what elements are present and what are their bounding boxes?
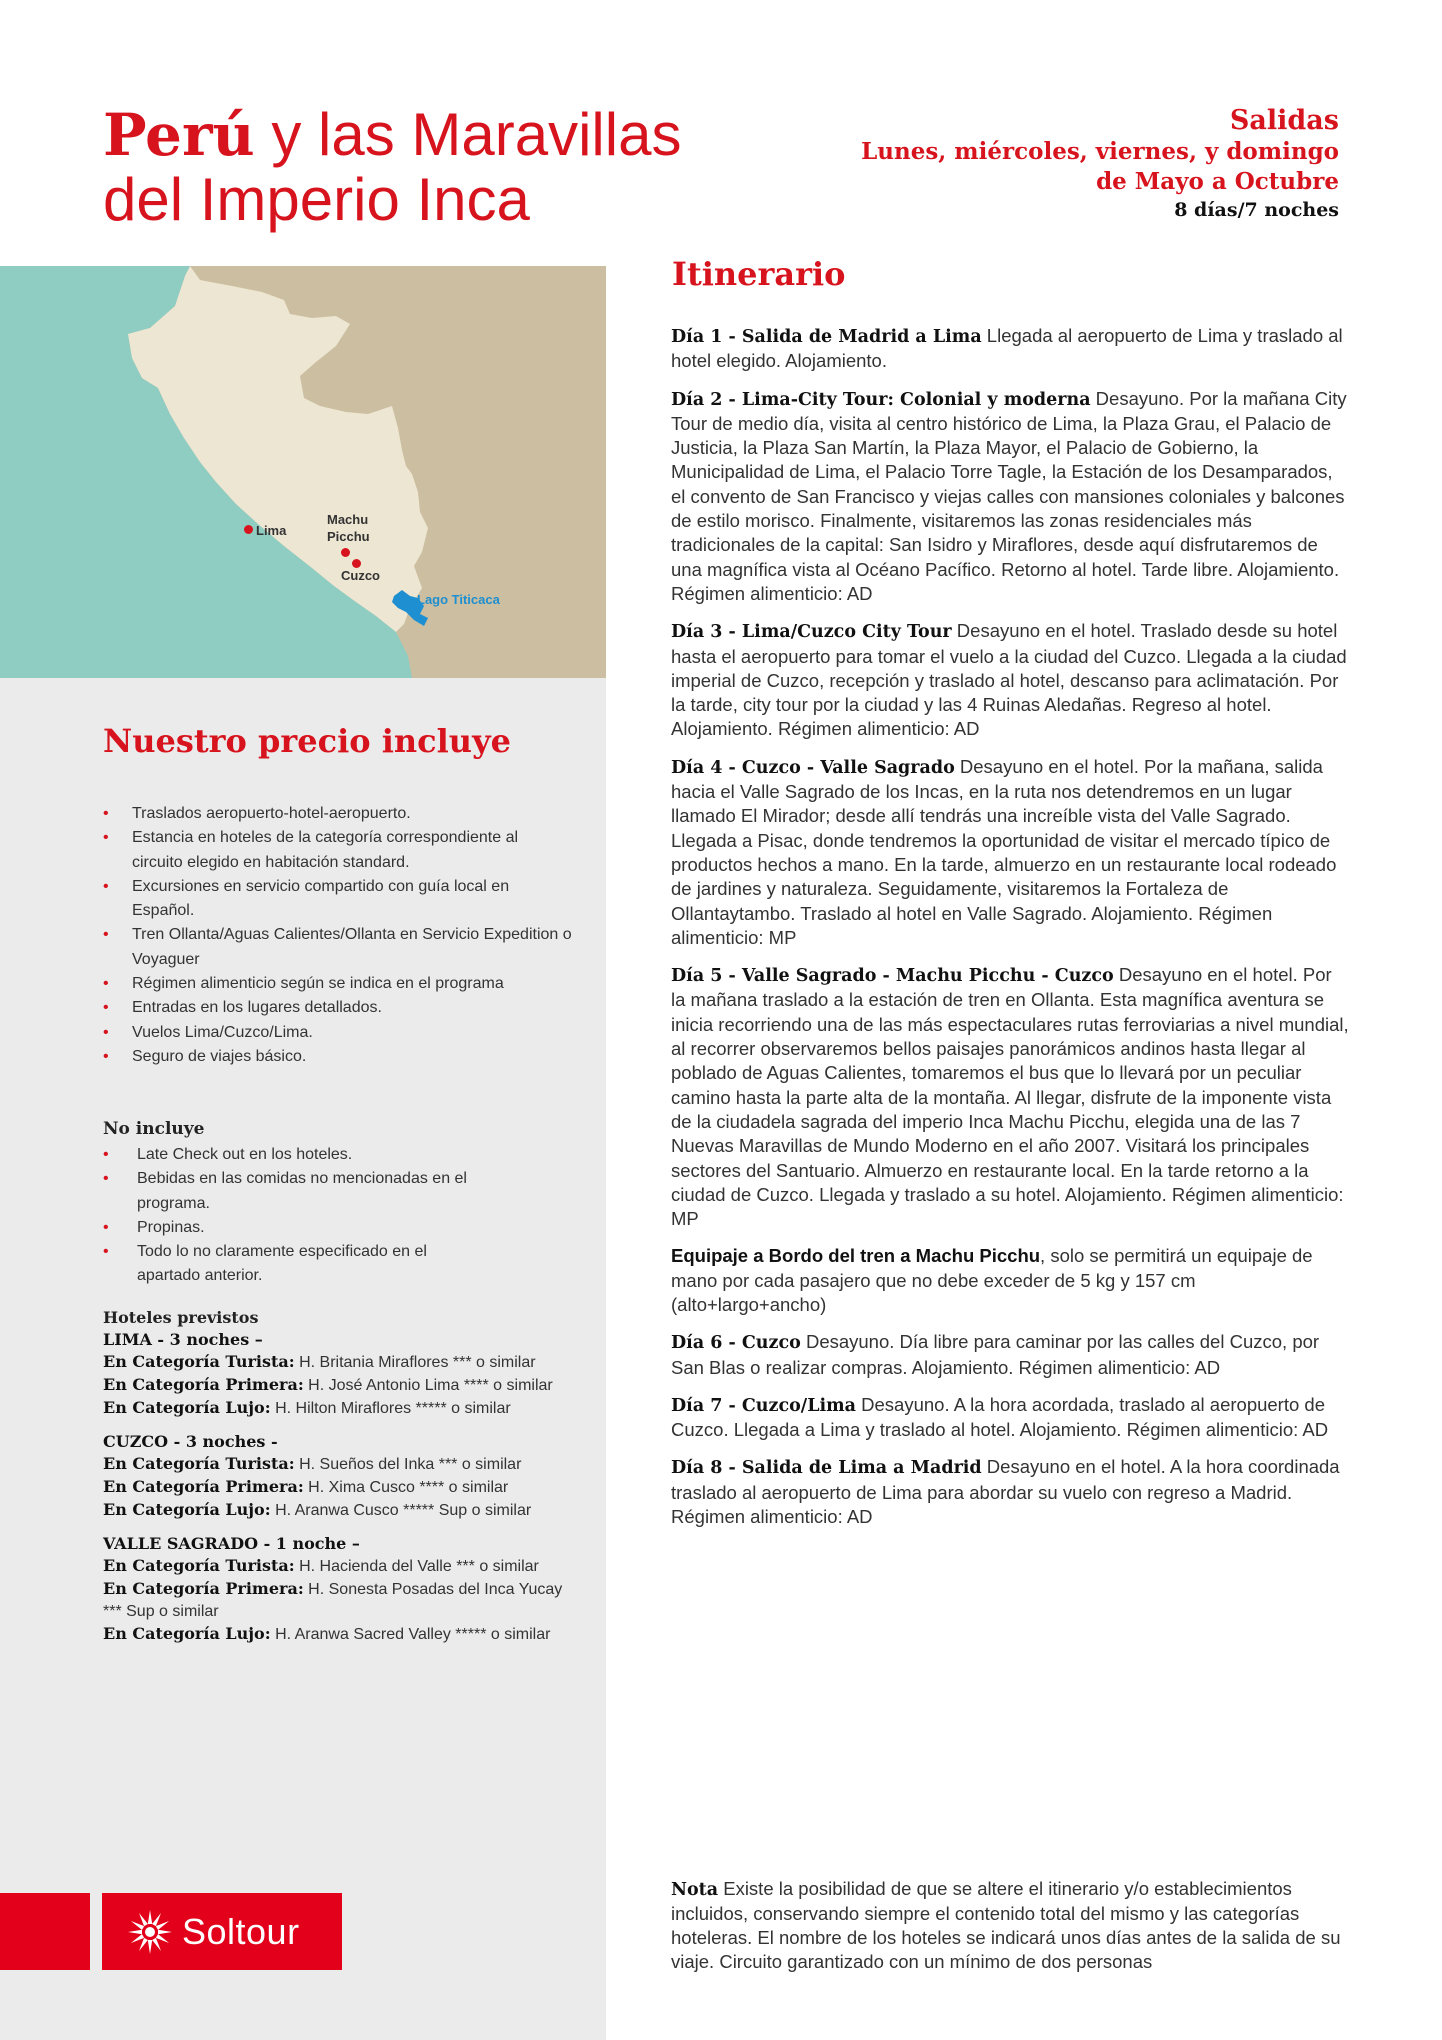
hotel-name: H. José Antonio Lima **** o similar (303, 1377, 553, 1394)
list-item: • Entradas en los lugares detallados. (103, 996, 573, 1020)
hotel-row (103, 1555, 573, 1578)
title-line-1-rest: y las Maravillas (254, 101, 682, 168)
title-bold: Perú (103, 101, 255, 169)
itinerary-body (671, 324, 1351, 1542)
hotel-category: En Categoría Lujo: (103, 1624, 271, 1643)
itinerary-day (671, 619, 1351, 741)
day-heading: Día 1 - Salida de Madrid a Lima (671, 327, 982, 347)
day-heading: Día 4 - Cuzco - Valle Sagrado (671, 757, 955, 778)
itinerary-day (671, 1455, 1351, 1529)
hotel-name: H. Xima Cusco **** o similar (303, 1479, 509, 1496)
note-text: Existe la posibilidad de que se altere el itinerario y/o establecimientos incluidos, conservando siempre el contenido total del mismo y las categorías hoteleras. El nombre de los hoteles se indicará unos días antes de la salida de su viaje. Circuito garantizado con un mínimo de dos personas (671, 1878, 1341, 1972)
map-label-titicaca: Lago Titicaca (417, 592, 500, 607)
departures-months: de Mayo a Octubre (1096, 168, 1339, 195)
list-item: • Excursiones en servicio compartido con guía local en Español. (103, 875, 573, 924)
hotel-category: En Categoría Primera: (103, 1477, 304, 1496)
hotel-name: H. Sueños del Inka *** o similar (294, 1456, 522, 1473)
day-heading: Día 8 - Salida de Lima a Madrid (671, 1458, 982, 1479)
lima-marker (244, 525, 253, 534)
hotel-row (103, 1578, 573, 1623)
departures-label: Salidas (1229, 105, 1339, 136)
map-label-cuzco: Cuzco (341, 568, 380, 583)
soltour-logo[interactable] (102, 1893, 342, 1970)
list-item: • Estancia en hoteles de la categoría correspondiente al circuito elegido en habitación standard. (103, 826, 573, 875)
hotel-city: CUZCO - 3 noches - (103, 1432, 278, 1451)
machu-picchu-marker (341, 548, 350, 557)
sun-icon (126, 1908, 174, 1956)
page-title (103, 103, 723, 233)
map-label-machu: Machu (327, 512, 369, 527)
hotel-category: En Categoría Turista: (103, 1454, 295, 1473)
note-heading: Nota (671, 1880, 719, 1900)
list-item: • Traslados aeropuerto-hotel-aeropuerto. (103, 802, 573, 826)
departures-days: Lunes, miércoles, viernes, y domingo (861, 138, 1339, 165)
departures-block (861, 104, 1339, 224)
not-included-list (103, 1143, 573, 1289)
day-heading: Día 7 - Cuzco/Lima (671, 1395, 856, 1416)
itinerary-day (671, 755, 1351, 950)
hotel-row (103, 1374, 573, 1397)
day-text: Desayuno. Día libre para caminar por las calles del Cuzco, por San Blas o realizar compras. Alojamiento. Régimen alimenticio: AD (671, 1331, 1320, 1378)
cuzco-marker (352, 559, 361, 568)
map-label-picchu: Picchu (327, 529, 370, 544)
itinerary-day (671, 1330, 1351, 1380)
list-item: • Régimen alimenticio según se indica en el programa (103, 972, 573, 996)
hotel-row (103, 1623, 573, 1646)
hotel-name: H. Hacienda del Valle *** o similar (294, 1558, 539, 1575)
list-item: • Late Check out en los hoteles. (103, 1143, 573, 1167)
day-heading: Día 3 - Lima/Cuzco City Tour (671, 622, 952, 643)
hotel-row (103, 1499, 573, 1522)
hotel-category: En Categoría Turista: (103, 1556, 295, 1575)
list-item: • Todo lo no claramente especificado en el apartado anterior. (103, 1240, 433, 1289)
day-text: Desayuno en el hotel. A la hora coordinada traslado al aeropuerto de Lima para abordar su vuelo con regreso a Madrid. Régimen alimenticio: AD (671, 1456, 1340, 1528)
hotel-group-valle-sagrado (103, 1533, 573, 1646)
list-item: • Seguro de viajes básico. (103, 1045, 573, 1069)
day-text: Desayuno en el hotel. Por la mañana, salida hacia el Valle Sagrado de los Incas, en la ruta nos detendremos en un lugar llamado El Mirador; desde allí tendrás una increíble vista del Valle Sagrado. Llegada a Pisac, donde tendremos la oportunidad de visitar el mercado típico de productos hechos a mano. En la tarde, almuerzo en un restaurante local rodeado de jardines y naturaleza. Seguidamente, visitaremos la Fortaleza de Ollantaytambo. Traslado al hotel en Valle Sagrado. Alojamiento. Régimen alimenticio: MP (671, 755, 1337, 948)
day-text: Desayuno en el hotel. Traslado desde su hotel hasta el aeropuerto para tomar el vuelo a la ciudad del Cuzco. Llegada a la ciudad imperial de Cuzco, recepción y traslado al hotel, descanso para aclimatación. Por la tarde, city tour por la ciudad y las 4 Ruinas Aledañas. Regreso al hotel. Alojamiento. Régimen alimenticio: AD (671, 620, 1347, 740)
hotels-title: Hoteles previstos (103, 1308, 259, 1327)
hotel-category: En Categoría Turista: (103, 1352, 295, 1371)
hotel-city: VALLE SAGRADO - 1 noche – (103, 1534, 360, 1553)
hotel-name: H. Aranwa Sacred Valley ***** o similar (270, 1626, 551, 1643)
list-item: • Vuelos Lima/Cuzco/Lima. (103, 1021, 573, 1045)
hotel-name: H. Sonesta Posadas del Inca Yucay *** Sup o similar (103, 1581, 563, 1620)
day-text: Desayuno. A la hora acordada, traslado al aeropuerto de Cuzco. Llegada a Lima y traslado al hotel. Alojamiento. Régimen alimenticio: AD (671, 1393, 1329, 1441)
logo-text: Soltour (182, 1910, 300, 1952)
day-text: Llegada al aeropuerto de Lima y traslado al hotel elegido. Alojamiento. (671, 325, 1343, 372)
includes-list (103, 802, 573, 1069)
itinerary-day (671, 387, 1351, 607)
hotel-category: En Categoría Primera: (103, 1579, 304, 1598)
hotels-section (103, 1307, 573, 1657)
title-line-2: del Imperio Inca (103, 166, 530, 233)
day-heading: Día 5 - Valle Sagrado - Machu Picchu - Cuzco (671, 966, 1114, 987)
day-heading: Día 2 - Lima-City Tour: Colonial y moderna (671, 389, 1091, 410)
hotel-name: H. Britania Miraflores *** o similar (294, 1354, 536, 1371)
hotel-group-cuzco (103, 1431, 573, 1522)
itinerary-day (671, 963, 1351, 1231)
hotel-row (103, 1476, 573, 1499)
hotel-row (103, 1397, 573, 1420)
note (671, 1877, 1351, 1974)
departures-duration: 8 días/7 noches (1174, 199, 1339, 221)
hotel-city: LIMA - 3 noches – (103, 1330, 263, 1349)
peru-map (0, 266, 606, 678)
not-included-title: No incluye (103, 1119, 205, 1139)
day-heading: Día 6 - Cuzco (671, 1333, 801, 1354)
hotel-category: En Categoría Primera: (103, 1375, 304, 1394)
includes-title: Nuestro precio incluye (103, 722, 512, 760)
hotel-category: En Categoría Lujo: (103, 1398, 271, 1417)
hotel-row (103, 1351, 573, 1374)
title-line-1 (103, 103, 723, 167)
itinerary-day (671, 324, 1351, 374)
day-text: Desayuno en el hotel. Por la mañana traslado a la estación de tren en Ollanta. Esta magnífica aventura se inicia recorriendo una de las más espectaculares rutas ferroviarias a nivel mundial, al recorrer observaremos bellos paisajes panorámicos andinos hasta llegar al poblado de Aguas Calientes, tomaremos el bus que lo llevará por un peculiar camino hasta la parte alta de la montaña. Al llegar, disfrute de la imponente vista de la ciudadela sagrada del imperio Inca Machu Picchu, elegida una de las 7 Nuevas Maravillas de Mundo Moderno en el año 2007. Visitará los principales sectores del Santuario. Almuerzo en restaurante local. En la tarde retorno a la ciudad de Cuzco. Llegada y traslado a su hotel. Alojamiento. Régimen alimenticio: MP (671, 964, 1349, 1230)
day-text: Desayuno. Por la mañana City Tour de medio día, visita al centro histórico de Lima, la Plaza Grau, el Palacio de Justicia, la Plaza San Martín, la Plaza Mayor, el Palacio de Gobierno, la Municipalidad de Lima, el Palacio Torre Tagle, la Estación de los Desamparados, el convento de San Francisco y viejas calles con mansiones coloniales y balcones de estilo morisco. Finalmente, visitaremos las zonas residenciales más tradicionales de la capital: San Isidro y Miraflores, desde aquí disfrutaremos de una magnífica vista al Océano Pacífico. Retorno al hotel. Tarde libre. Alojamiento. Régimen alimenticio: AD (671, 387, 1347, 604)
map-label-lima: Lima (256, 523, 287, 538)
logo-bar (0, 1893, 90, 1970)
hotel-name: H. Aranwa Cusco ***** Sup o similar (270, 1502, 532, 1519)
list-item: • Bebidas en las comidas no mencionadas en el programa. (103, 1167, 503, 1216)
list-item: • Propinas. (103, 1216, 573, 1240)
itinerary-title: Itinerario (672, 255, 846, 293)
map-graphic (0, 266, 606, 678)
hotel-group-lima (103, 1329, 573, 1420)
luggage-note (671, 1244, 1351, 1317)
itinerary-day (671, 1393, 1351, 1443)
hotel-row (103, 1453, 573, 1476)
hotel-name: H. Hilton Miraflores ***** o similar (270, 1400, 511, 1417)
luggage-text: , solo se permitirá un equipaje de mano por cada pasajero que no debe exceder de 5 kg y 157 cm (alto+largo+ancho) (671, 1245, 1313, 1315)
list-item: • Tren Ollanta/Aguas Calientes/Ollanta en Servicio Expedition o Voyaguer (103, 923, 573, 972)
hotel-category: En Categoría Lujo: (103, 1500, 271, 1519)
luggage-heading: Equipaje a Bordo del tren a Machu Picchu (671, 1245, 1041, 1267)
